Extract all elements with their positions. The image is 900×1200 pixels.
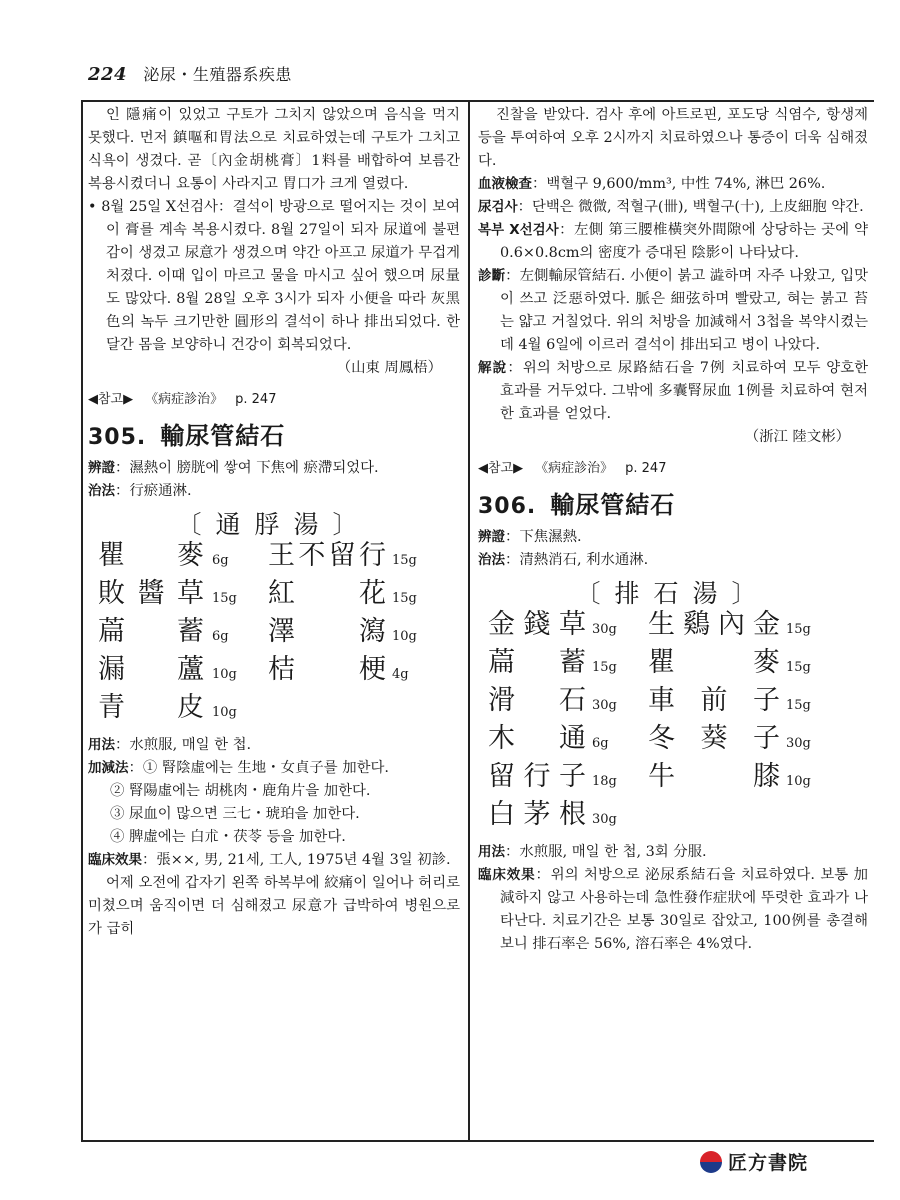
diagnosis-line bbox=[478, 265, 868, 357]
diagnosis-label: 診斷 bbox=[478, 268, 506, 284]
herb-dose: 15g bbox=[592, 660, 617, 675]
herb-dose: 15g bbox=[786, 660, 811, 675]
abdominal-xray-line bbox=[478, 219, 868, 265]
reference-book: 《病症診治》 bbox=[535, 461, 614, 476]
section-heading-305 bbox=[88, 422, 460, 450]
herb-dose: 30g bbox=[592, 622, 617, 637]
page-header bbox=[88, 62, 292, 85]
jiajian-line bbox=[88, 757, 460, 780]
clinical-label: 臨床效果 bbox=[88, 852, 142, 868]
reference-label: ◀참고▶ bbox=[88, 392, 134, 407]
herb-row bbox=[98, 540, 460, 582]
clinical-text: ：張××, 男, 21세, 工人, 1975년 4월 3일 初診. bbox=[142, 852, 451, 868]
herb-name: 青皮 bbox=[98, 692, 206, 723]
yongfa-line bbox=[88, 734, 460, 757]
herb-dose: 10g bbox=[786, 774, 811, 789]
explanation-label: 解說 bbox=[478, 360, 508, 376]
herb-name: 澤瀉 bbox=[268, 616, 388, 647]
yongfa-line bbox=[478, 841, 868, 864]
jiajian-item: ④ 脾虛에는 白朮・茯苓 등을 加한다. bbox=[110, 829, 346, 845]
herb-name: 桔梗 bbox=[268, 654, 388, 685]
blood-test-line bbox=[478, 173, 868, 196]
bianzheng-text: ：濕熱이 膀胱에 쌓여 下焦에 瘀滯되었다. bbox=[115, 460, 379, 476]
herb-name: 木通 bbox=[488, 723, 588, 754]
urine-test-label: 尿검사 bbox=[478, 199, 518, 215]
herb-row bbox=[488, 799, 868, 841]
abdominal-xray-text: ：左側 第三腰椎橫突外間隙에 상당하는 곳에 약 0.6×0.8cm의 密度가 증대된 陰影이 나타났다. bbox=[500, 222, 868, 261]
clinical-text: ：위의 처방으로 泌尿系結石을 치료하였다. 보통 加減하지 않고 사용하는데 急性發作症狀에 뚜렷한 효과가 나타난다. 치료기간은 보통 30일로 잡았고, 100例를 총결해보니 排石率은 56%, 溶石率은 4%였다. bbox=[500, 867, 869, 952]
herb-name: 留行子 bbox=[488, 761, 588, 792]
section-heading-306 bbox=[478, 491, 868, 519]
herb-name: 冬葵子 bbox=[648, 723, 782, 754]
explanation-text: ：위의 처방으로 尿路結石을 7例 치료하여 모두 양호한 효과를 거두었다. 그밖에 多囊腎尿血 1例를 치료하여 현저한 효과를 얻었다. bbox=[500, 360, 869, 422]
bianzheng-text: ：下焦濕熱. bbox=[505, 529, 582, 545]
herb-row bbox=[98, 654, 460, 696]
herb-row bbox=[98, 578, 460, 620]
yongfa-label: 用法 bbox=[478, 844, 505, 860]
herb-row bbox=[488, 609, 868, 651]
continued-paragraph: 인 隱痛이 있었고 구토가 그치지 않았으며 음식을 먹지 못했다. 먼저 鎮嘔和胃法으로 치료하였는데 구토가 그치고 식욕이 생겼다. 곧〔內金胡桃膏〕1料를 배합하여 보름간 복용시켰더니 요통이 사라지고 胃口가 크게 열렸다. bbox=[88, 107, 460, 192]
left-column bbox=[88, 104, 460, 941]
herb-table bbox=[488, 609, 868, 841]
herb-row bbox=[488, 723, 868, 765]
herb-dose: 15g bbox=[212, 591, 237, 606]
herb-row bbox=[98, 616, 460, 658]
herb-row bbox=[98, 692, 460, 734]
herb-name: 瞿麥 bbox=[648, 647, 782, 678]
diagnosis-text: ：左側輸尿管結石. 小便이 붉고 澁하며 자주 나왔고, 입맛이 쓰고 泛惡하였다. 脈은 細弦하며 빨랐고, 혀는 붉고 苔는 얇고 거칠었다. 위의 처방을 加減해서 3첩을 복약시켰는데 4월 6일에 이르러 결석이 排出되고 병이 나았다. bbox=[500, 268, 868, 353]
chapter-title: 泌尿・生殖器系疾患 bbox=[143, 65, 292, 84]
urine-test-line bbox=[478, 196, 868, 219]
right-column bbox=[478, 104, 868, 956]
herb-row bbox=[488, 685, 868, 727]
jiajian-item: ② 腎陽虛에는 胡桃肉・鹿角片을 加한다. bbox=[110, 783, 371, 799]
herb-row bbox=[488, 761, 868, 803]
herb-name: 萹蓄 bbox=[98, 616, 206, 647]
section-number: 305. bbox=[88, 425, 147, 450]
herb-dose: 10g bbox=[212, 705, 237, 720]
herb-name: 萹蓄 bbox=[488, 647, 588, 678]
column-divider bbox=[468, 100, 470, 1142]
zhifa-line bbox=[478, 549, 868, 572]
reference-book: 《病症診治》 bbox=[145, 392, 224, 407]
zhifa-label: 治法 bbox=[88, 483, 115, 499]
bianzheng-line bbox=[478, 526, 868, 549]
publisher-logo bbox=[700, 1148, 808, 1175]
formula-name: 〔通脬湯〕 bbox=[176, 510, 372, 539]
zhifa-text: ：行瘀通淋. bbox=[115, 483, 192, 499]
section-title: 輸尿管結石 bbox=[160, 422, 286, 450]
herb-name: 王不留行 bbox=[268, 540, 388, 571]
reference-page: p. 247 bbox=[625, 461, 667, 476]
xray-paragraph: • 8월 25일 X선검사：결석이 방광으로 떨어지는 것이 보여 이 膏를 계속 복용시켰다. 8월 27일이 되자 尿道에 불편감이 생겼고 尿意가 생겼으며 약간 아프고 尿道가 무겁게 처졌다. 이때 입이 마르고 물을 마시고 싶어 했으며 尿量도 많았다. 8월 28일 오후 3시가 되자 小便을 따라 灰黑色의 녹두 크기만한 圓形의 결석이 하나 排出되었다. 한 달간 몸을 보양하니 건강이 회복되었다. bbox=[88, 199, 460, 353]
reference-label: ◀참고▶ bbox=[478, 461, 524, 476]
herb-dose: 4g bbox=[392, 667, 409, 682]
herb-dose: 30g bbox=[592, 812, 617, 827]
herb-name: 白茅根 bbox=[488, 799, 588, 830]
reference-line bbox=[88, 388, 460, 411]
yongfa-label: 用法 bbox=[88, 737, 115, 753]
publisher-name: 匠方書院 bbox=[728, 1152, 809, 1174]
herb-row bbox=[488, 647, 868, 689]
herb-name: 瞿麥 bbox=[98, 540, 206, 571]
publisher-emblem-icon bbox=[700, 1151, 722, 1173]
case-source: （山東 周鳳梧） bbox=[336, 360, 442, 376]
zhifa-text: ：清熱消石, 利水通淋. bbox=[505, 552, 649, 568]
bianzheng-label: 辨證 bbox=[88, 460, 115, 476]
formula-name: 〔排石湯〕 bbox=[575, 579, 771, 608]
herb-name: 車前子 bbox=[648, 685, 782, 716]
herb-name: 牛膝 bbox=[648, 761, 782, 792]
herb-dose: 10g bbox=[212, 667, 237, 682]
clinical-line bbox=[88, 849, 460, 872]
abdominal-xray-label: 복부 X선검사 bbox=[478, 222, 559, 238]
herb-dose: 15g bbox=[786, 622, 811, 637]
herb-dose: 15g bbox=[786, 698, 811, 713]
urine-test-text: ：단백은 微微, 적혈구(卌), 백혈구(十), 上皮細胞 약간. bbox=[517, 199, 864, 215]
clinical-label: 臨床效果 bbox=[478, 867, 536, 883]
jiajian-item: ：① 腎陰虛에는 生地・女貞子를 加한다. bbox=[128, 760, 389, 776]
herb-dose: 6g bbox=[592, 736, 609, 751]
herb-name: 滑石 bbox=[488, 685, 588, 716]
herb-dose: 30g bbox=[786, 736, 811, 751]
herb-dose: 15g bbox=[392, 553, 417, 568]
yongfa-text: ：水煎服, 매일 한 첩. bbox=[115, 737, 252, 753]
clinical-line bbox=[478, 864, 868, 956]
case-paragraph: 어제 오전에 갑자기 왼쪽 하복부에 絞痛이 일어나 허리로 미쳤으며 움직이면 더 심해졌고 尿意가 급박하여 병원으로 가 급히 bbox=[88, 875, 460, 937]
herb-name: 敗醬草 bbox=[98, 578, 206, 609]
herb-name: 漏蘆 bbox=[98, 654, 206, 685]
herb-dose: 6g bbox=[212, 629, 229, 644]
herb-table bbox=[98, 540, 460, 734]
herb-dose: 18g bbox=[592, 774, 617, 789]
herb-dose: 30g bbox=[592, 698, 617, 713]
page-number: 224 bbox=[88, 64, 128, 85]
herb-name: 生鷄內金 bbox=[648, 609, 782, 640]
herb-name: 紅花 bbox=[268, 578, 388, 609]
zhifa-label: 治法 bbox=[478, 552, 505, 568]
bianzheng-line bbox=[88, 457, 460, 480]
blood-test-label: 血液檢查 bbox=[478, 176, 532, 192]
continued-paragraph: 진찰을 받았다. 검사 후에 아트로핀, 포도당 식염수, 항생제 등을 투여하여 오후 2시까지 치료하였으나 통증이 더욱 심해졌다. bbox=[478, 107, 868, 169]
jiajian-item: ③ 尿血이 많으면 三七・琥珀을 加한다. bbox=[110, 806, 360, 822]
herb-name: 金錢草 bbox=[488, 609, 588, 640]
herb-dose: 10g bbox=[392, 629, 417, 644]
blood-test-text: ：백혈구 9,600/mm³, 中性 74%, 淋巴 26%. bbox=[532, 176, 826, 192]
jiajian-label: 加減法 bbox=[88, 760, 129, 776]
herb-dose: 6g bbox=[212, 553, 229, 568]
case-source: （浙江 陸文彬） bbox=[744, 429, 850, 445]
section-number: 306. bbox=[478, 494, 537, 519]
herb-dose: 15g bbox=[392, 591, 417, 606]
reference-page: p. 247 bbox=[235, 392, 277, 407]
zhifa-line bbox=[88, 480, 460, 503]
explanation-line bbox=[478, 357, 868, 426]
yongfa-text: ：水煎服, 매일 한 첩, 3회 分服. bbox=[505, 844, 707, 860]
bianzheng-label: 辨證 bbox=[478, 529, 505, 545]
reference-line bbox=[478, 457, 868, 480]
section-title: 輸尿管結石 bbox=[550, 491, 676, 519]
